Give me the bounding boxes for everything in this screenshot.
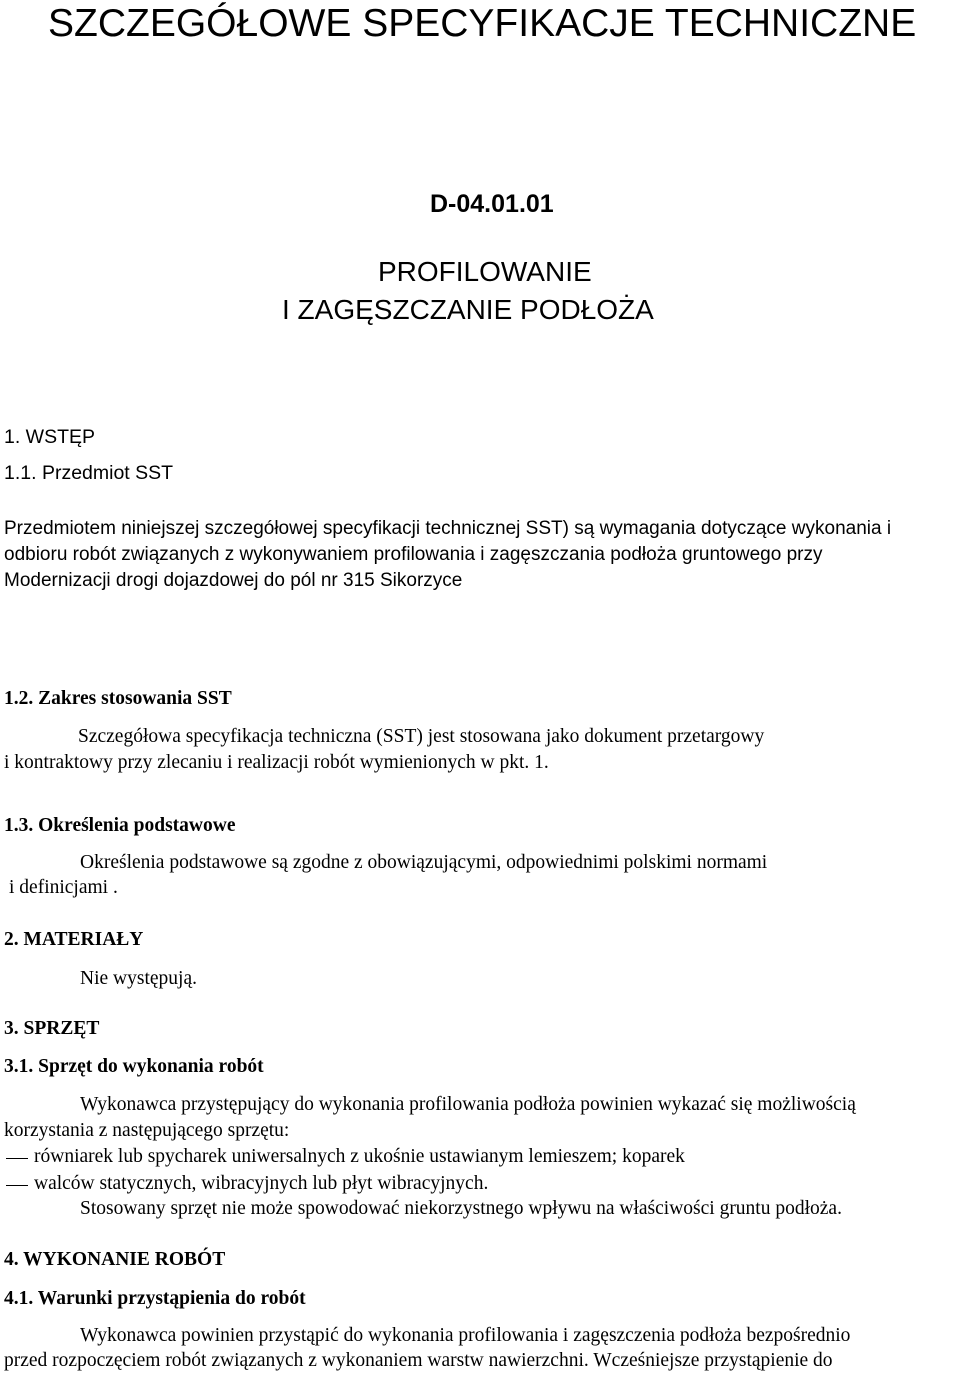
document-subtitle-line2: I ZAGĘSZCZANIE PODŁOŻA	[282, 294, 654, 325]
section-1-3-text-line: Określenia podstawowe są zgodne z obowiązującymi, odpowiednimi polskimi normami	[80, 852, 768, 873]
section-4-1-heading: 4.1. Warunki przystąpienia do robót	[4, 1288, 306, 1309]
section-1-3-text-line: i definicjami .	[9, 877, 118, 898]
section-1-2-heading: 1.2. Zakres stosowania SST	[4, 688, 232, 709]
dash-bullet-icon	[6, 1158, 28, 1159]
document-code: D-04.01.01	[430, 190, 554, 218]
section-1-2-text-line: Szczegółowa specyfikacja techniczna (SST) jest stosowana jako dokument przetargowy	[78, 726, 765, 747]
section-3-1-heading: 3.1. Sprzęt do wykonania robót	[4, 1056, 264, 1077]
document-title: SZCZEGÓŁOWE SPECYFIKACJE TECHNICZNE	[48, 2, 917, 45]
section-3-1-text-line: korzystania z następującego sprzętu:	[4, 1120, 290, 1141]
section-1-1-text-line: Modernizacji drogi dojazdowej do pól nr 315 Sikorzyce	[4, 570, 463, 591]
section-4-1-text-line: przed rozpoczęciem robót związanych z wykonaniem warstw nawierzchni. Wcześniejsze przystąpienie do	[4, 1350, 833, 1371]
section-1-1-text-line: odbioru robót związanych z wykonywaniem profilowania i zagęszczania podłoża gruntowego przy	[4, 544, 823, 565]
document-subtitle-line1: PROFILOWANIE	[378, 256, 592, 287]
list-item-text: równiarek lub spycharek uniwersalnych z ukośnie ustawianym lemieszem; koparek	[34, 1146, 685, 1167]
dash-bullet-icon	[6, 1185, 28, 1186]
list-item-text: walców statycznych, wibracyjnych lub płyt wibracyjnych.	[34, 1173, 489, 1194]
section-4-heading: 4. WYKONANIE ROBÓT	[4, 1249, 226, 1270]
section-1-2-text-line: i kontraktowy przy zlecaniu i realizacji robót wymienionych w pkt. 1.	[4, 752, 549, 773]
section-3-1-text-line: Wykonawca przystępujący do wykonania profilowania podłoża powinien wykazać się możliwością	[80, 1094, 856, 1115]
section-1-1-text-line: Przedmiotem niniejszej szczegółowej specyfikacji technicznej SST) są wymagania dotyczące wykonania i	[4, 518, 892, 539]
section-3-heading: 3. SPRZĘT	[4, 1018, 100, 1039]
section-4-1-text-line: Wykonawca powinien przystąpić do wykonania profilowania i zagęszczenia podłoża bezpośrednio	[80, 1325, 851, 1346]
section-3-1-note: Stosowany sprzęt nie może spowodować niekorzystnego wpływu na właściwości gruntu podłoża.	[80, 1198, 842, 1219]
section-1-heading: 1. WSTĘP	[4, 426, 96, 448]
section-1-3-heading: 1.3. Określenia podstawowe	[4, 815, 236, 836]
section-2-heading: 2. MATERIAŁY	[4, 929, 144, 950]
section-1-1-heading: 1.1. Przedmiot SST	[4, 462, 174, 484]
section-2-text: Nie występują.	[80, 968, 197, 989]
